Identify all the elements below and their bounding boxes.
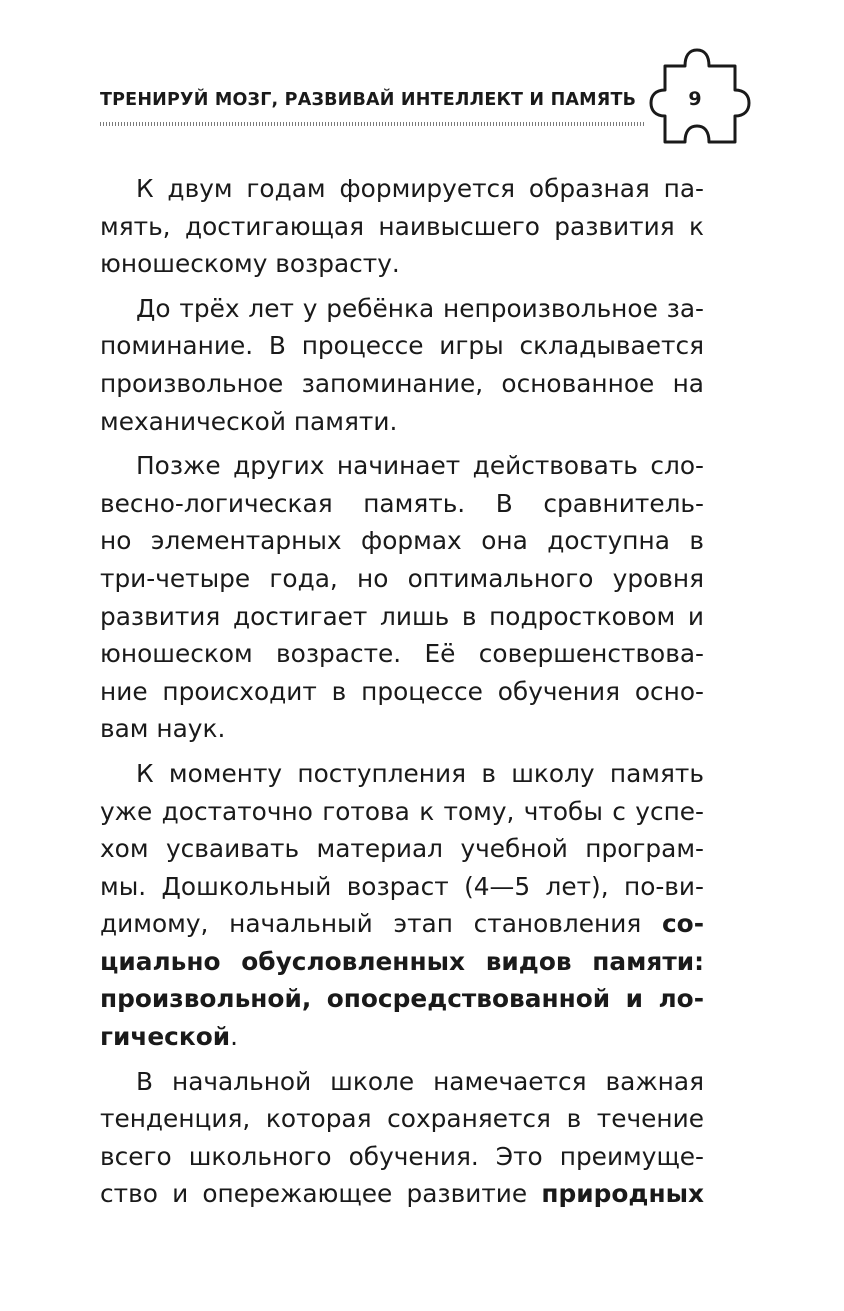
text-line: До трёх лет у ребёнка непроизвольное за- — [136, 293, 704, 323]
text-line — [100, 980, 704, 1018]
running-title: ТРЕНИРУЙ МОЗГ, РАЗВИВАЙ ИНТЕЛЛЕКТ И ПАМЯТЬ — [100, 90, 637, 110]
paragraph-5 — [100, 1063, 704, 1213]
text-fragment: димому, начальный этап становления — [100, 909, 662, 939]
text-line: уже достаточно готова к тому, чтобы с успе- — [100, 796, 704, 826]
text-line: вам наук. — [100, 714, 226, 744]
page-header — [100, 78, 750, 148]
text-line: хом усваивать материал учебной програм- — [100, 834, 704, 864]
bold-term: со- — [661, 909, 704, 939]
paragraph-2 — [100, 290, 704, 440]
text-line: три-четыре года, но оптимального уровня — [100, 563, 704, 593]
bold-term: произвольной, опосредствованной и ло- — [100, 984, 704, 1014]
paragraph-3 — [100, 447, 704, 748]
bold-term: циально обусловленных видов памяти: — [100, 946, 704, 976]
text-line: мы. Дошкольный возраст (4—5 лет), по-ви- — [100, 871, 704, 901]
text-line: произвольное запоминание, основанное на — [100, 368, 704, 398]
text-line: юношеском возрасте. Её совершенствова- — [100, 639, 704, 669]
text-line: Позже других начинает действовать сло- — [136, 451, 704, 481]
text-line: поминание. В процессе игры складывается — [100, 331, 704, 361]
text-line: тенденция, которая сохраняется в течение — [100, 1104, 704, 1134]
text-line: ние происходит в процессе обучения осно- — [100, 676, 704, 706]
text-fragment: ство и опережающее развитие — [100, 1179, 542, 1209]
text-line: В начальной школе намечается важная — [136, 1066, 704, 1096]
paragraph-4 — [100, 755, 704, 1056]
text-line: механической памяти. — [100, 406, 398, 436]
text-line: К двум годам формируется образная па- — [136, 174, 704, 203]
text-line: весно-логическая память. В сравнитель- — [100, 488, 704, 518]
text-fragment: . — [230, 1022, 239, 1052]
text-line — [100, 943, 704, 981]
body-text — [100, 170, 704, 1220]
page-number: 9 — [688, 88, 702, 110]
paragraph-1 — [100, 170, 704, 283]
bold-term: природных — [541, 1179, 704, 1209]
text-line: юношескому возрасту. — [100, 249, 400, 279]
text-line — [100, 1018, 704, 1056]
text-line: но элементарных формах она доступна в — [100, 526, 704, 556]
dotted-divider — [100, 122, 645, 126]
text-line: К моменту поступления в школу память — [136, 758, 704, 788]
text-line: развития достигает лишь в подростковом и — [100, 601, 704, 631]
text-line — [100, 1175, 704, 1213]
bold-term: гической — [100, 1022, 231, 1052]
text-line: мять, достигающая наивысшего развития к — [100, 211, 704, 241]
text-line — [100, 905, 704, 943]
text-line: всего школьного обучения. Это преимуще- — [100, 1141, 704, 1171]
